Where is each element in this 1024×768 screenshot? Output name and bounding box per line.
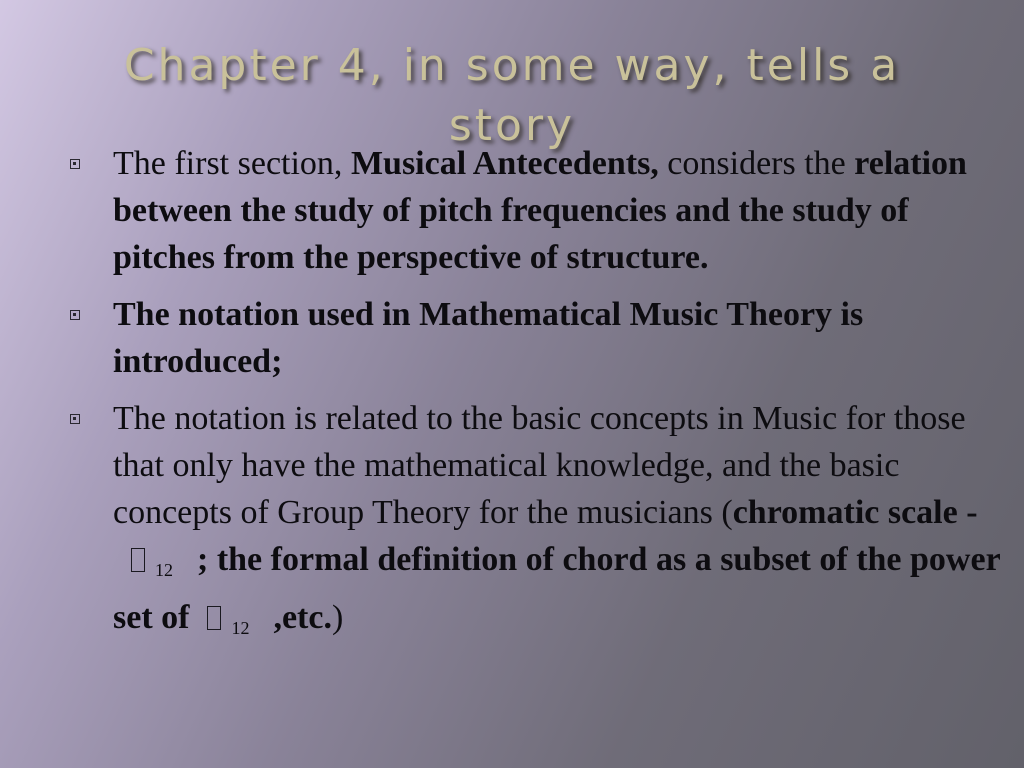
bullet-1-text-a: The first section, — [113, 145, 351, 182]
bullet-3-bold-a: chromatic scale - — [732, 494, 978, 531]
bullet-2-bold: The notation used in Mathematical Music Theory is introduced; — [113, 296, 864, 380]
bullet-3-bold-c: the formal definition of chord as a subset of the power set of — [113, 541, 1001, 636]
missing-glyph-icon — [207, 606, 221, 630]
bullet-item-2 — [60, 291, 1010, 385]
bullet-3-bold-b: ; — [197, 541, 209, 578]
slide-title: Chapter 4, in some way, tells a story — [123, 40, 901, 151]
bullet-3-subscript-a: 12 — [155, 560, 173, 580]
bullet-3-bold-d: ,etc. — [273, 599, 332, 636]
bullet-item-3 — [60, 395, 1010, 652]
bullet-1-text-b: considers the — [658, 145, 855, 182]
bullet-1-bold-a: Musical Antecedents, — [350, 145, 659, 182]
bullet-list — [60, 140, 1010, 662]
square-bullet-icon — [70, 159, 80, 169]
square-bullet-icon — [70, 414, 80, 424]
bullet-item-1 — [60, 140, 1010, 281]
missing-glyph-icon — [131, 548, 145, 572]
bullet-3-subscript-b: 12 — [231, 618, 250, 638]
bullet-3-text-a: The notation is related to the basic concepts in Music for those that only have the mathematical knowledge, and the basic concepts of Group Theory for the musicians ( — [113, 400, 966, 531]
bullet-3-text-b: ) — [331, 599, 344, 636]
square-bullet-icon — [70, 310, 80, 320]
bullet-1-bold-b: relation between the study of pitch frequencies and the study of pitches from the perspective of structure. — [113, 145, 967, 276]
